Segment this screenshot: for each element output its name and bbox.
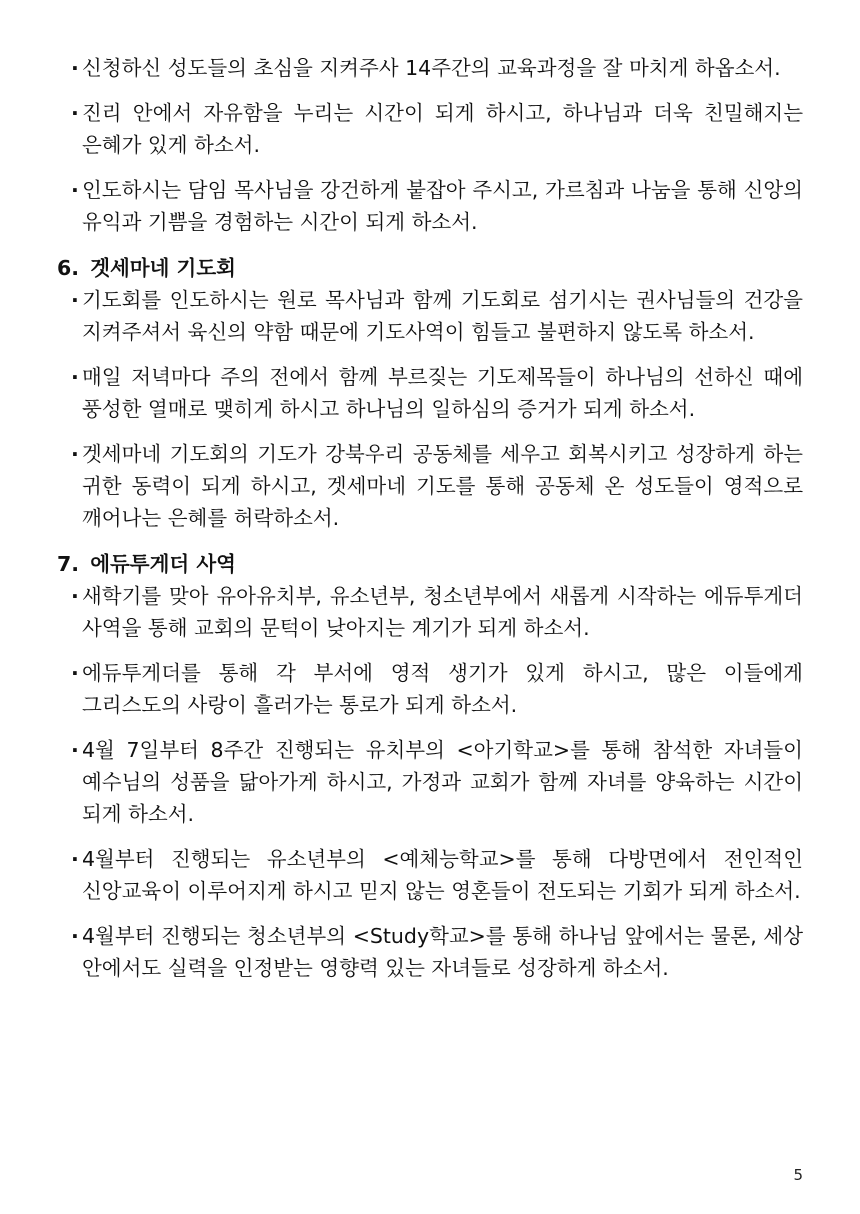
section-heading	[57, 548, 803, 580]
list-item: · 에듀투게더를 통해 각 부서에 영적 생기가 있게 하시고, 많은 이들에게 그리스도의 사랑이 흘러가는 통로가 되게 하소서.	[57, 657, 803, 721]
section-title: 겟세마네 기도회	[90, 256, 236, 280]
list-item: · 겟세마네 기도회의 기도가 강북우리 공동체를 세우고 회복시키고 성장하게 하는 귀한 동력이 되게 하시고, 겟세마네 기도를 통해 공동체 온 성도들이 영적으로 깨어나는 은혜를 허락하소서.	[57, 438, 803, 534]
page-content	[57, 52, 803, 997]
list-item: · 인도하시는 담임 목사님을 강건하게 붙잡아 주시고, 가르침과 나눔을 통해 신앙의 유익과 기쁨을 경험하는 시간이 되게 하소서.	[57, 174, 803, 238]
page-number: 5	[793, 1166, 803, 1184]
list-item: · 4월부터 진행되는 청소년부의 <Study학교>를 통해 하나님 앞에서는 물론, 세상 안에서도 실력을 인정받는 영향력 있는 자녀들로 성장하게 하소서.	[57, 920, 803, 984]
section-edutogether	[57, 548, 803, 984]
list-item: · 4월부터 진행되는 유소년부의 <예체능학교>를 통해 다방면에서 전인적인 신앙교육이 이루어지게 하시고 믿지 않는 영혼들이 전도되는 기회가 되게 하소서.	[57, 843, 803, 907]
list-item: · 진리 안에서 자유함을 누리는 시간이 되게 하시고, 하나님과 더욱 친밀해지는 은혜가 있게 하소서.	[57, 97, 803, 161]
section-list	[57, 580, 803, 984]
section-title: 에듀투게더 사역	[90, 552, 236, 576]
list-item: · 새학기를 맞아 유아유치부, 유소년부, 청소년부에서 새롭게 시작하는 에듀투게더 사역을 통해 교회의 문턱이 낮아지는 계기가 되게 하소서.	[57, 580, 803, 644]
list-item: · 기도회를 인도하시는 원로 목사님과 함께 기도회로 섬기시는 권사님들의 건강을 지켜주셔서 육신의 약함 때문에 기도사역이 힘들고 불편하지 않도록 하소서.	[57, 284, 803, 348]
list-item: · 매일 저녁마다 주의 전에서 함께 부르짖는 기도제목들이 하나님의 선하신 때에 풍성한 열매로 맺히게 하시고 하나님의 일하심의 증거가 되게 하소서.	[57, 361, 803, 425]
section-number: 7.	[57, 552, 80, 576]
section-heading	[57, 252, 803, 284]
list-item: · 신청하신 성도들의 초심을 지켜주사 14주간의 교육과정을 잘 마치게 하옵소서.	[57, 52, 803, 84]
section-gethsemane-prayer	[57, 252, 803, 534]
intro-list	[57, 52, 803, 238]
list-item: · 4월 7일부터 8주간 진행되는 유치부의 <아기학교>를 통해 참석한 자녀들이 예수님의 성품을 닮아가게 하시고, 가정과 교회가 함께 자녀를 양육하는 시간이 되게 하소서.	[57, 734, 803, 830]
section-number: 6.	[57, 256, 80, 280]
section-list	[57, 284, 803, 534]
